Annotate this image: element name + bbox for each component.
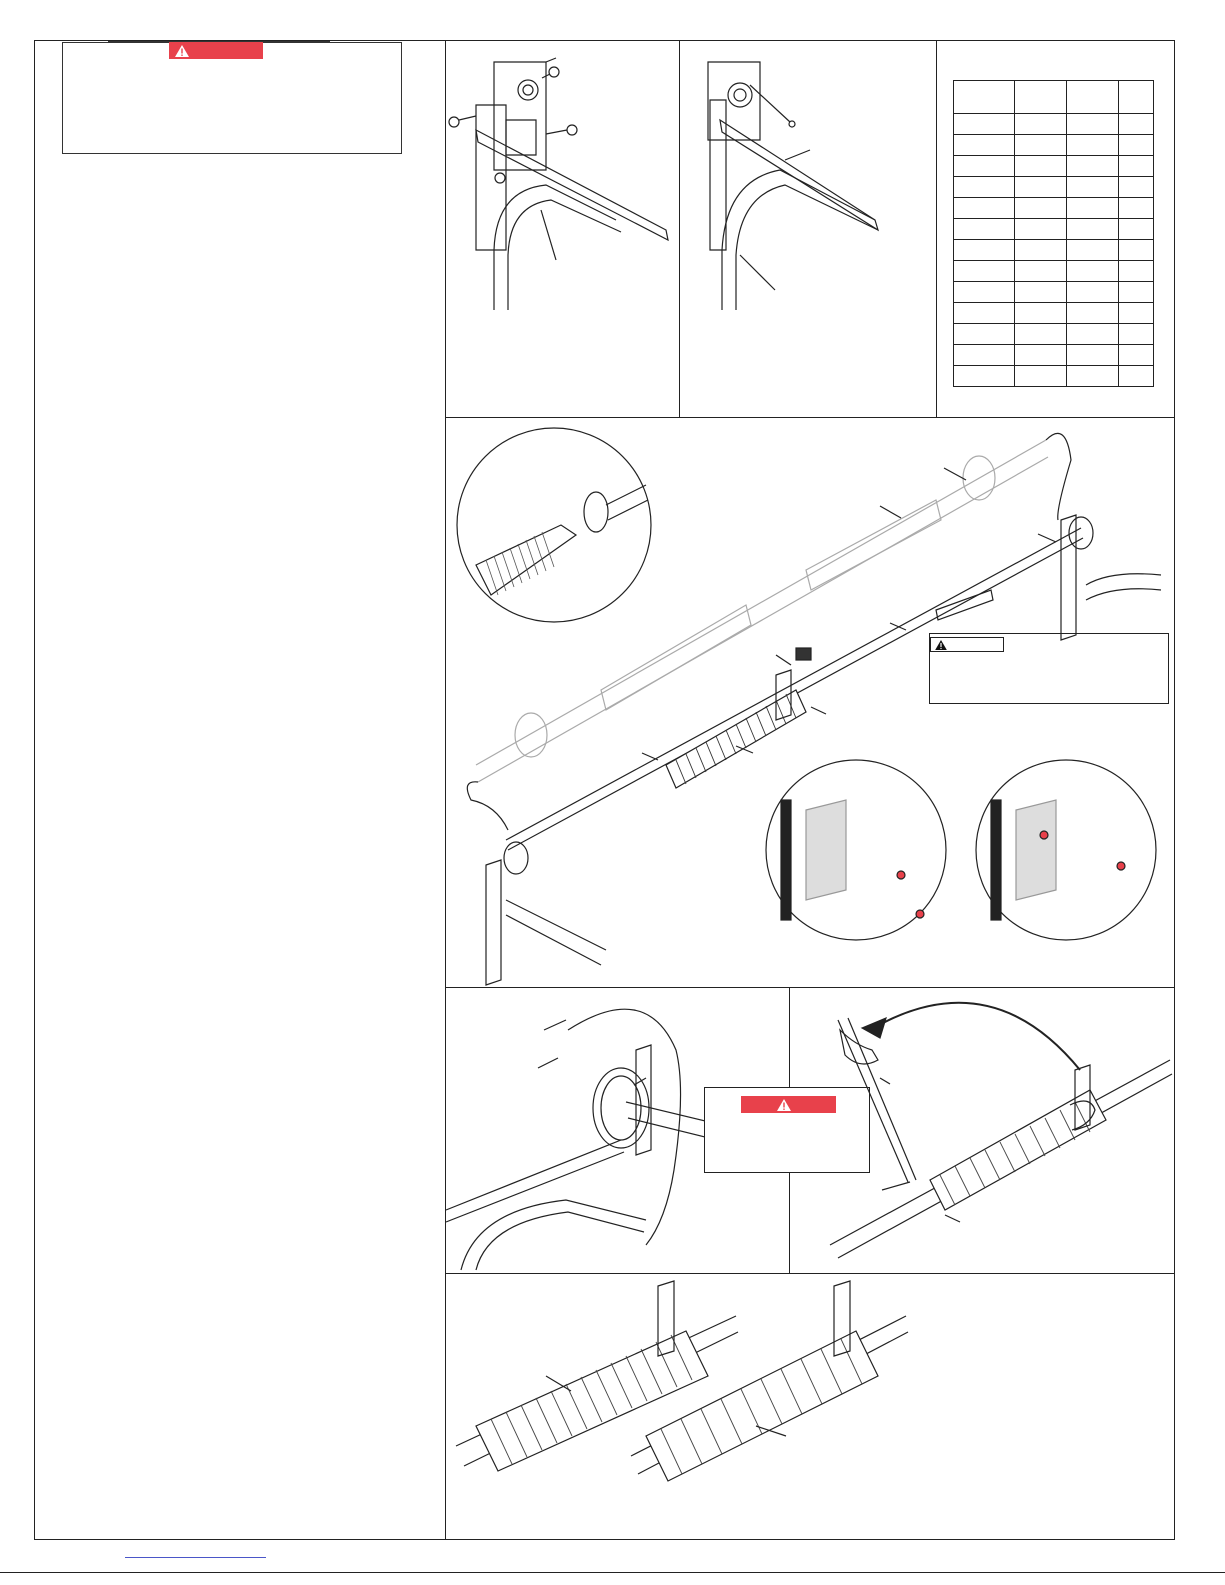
- warning-triangle-icon: [175, 45, 189, 57]
- panel-divider-v1: [679, 40, 680, 417]
- spring-warning-badge: [930, 637, 1004, 652]
- footer-link-underline[interactable]: [125, 1557, 266, 1558]
- warning-badge: [169, 42, 263, 59]
- spec-table: [953, 80, 1154, 387]
- panel-divider-1: [445, 417, 1175, 418]
- panel-divider-v2: [936, 40, 937, 417]
- spring-comparison-illustration: [446, 1276, 1174, 1496]
- warning-triangle-icon: [935, 640, 947, 650]
- warning-triangle-icon: [777, 1099, 791, 1111]
- panel-divider-2: [445, 987, 1175, 988]
- winding-bar-illustration: [790, 990, 1174, 1270]
- bracket-bolts-illustration-2: [690, 50, 930, 310]
- panel-divider-3: [445, 1273, 1175, 1274]
- footer-rule: [0, 1572, 1225, 1573]
- bracket-bolts-illustration: [446, 50, 676, 310]
